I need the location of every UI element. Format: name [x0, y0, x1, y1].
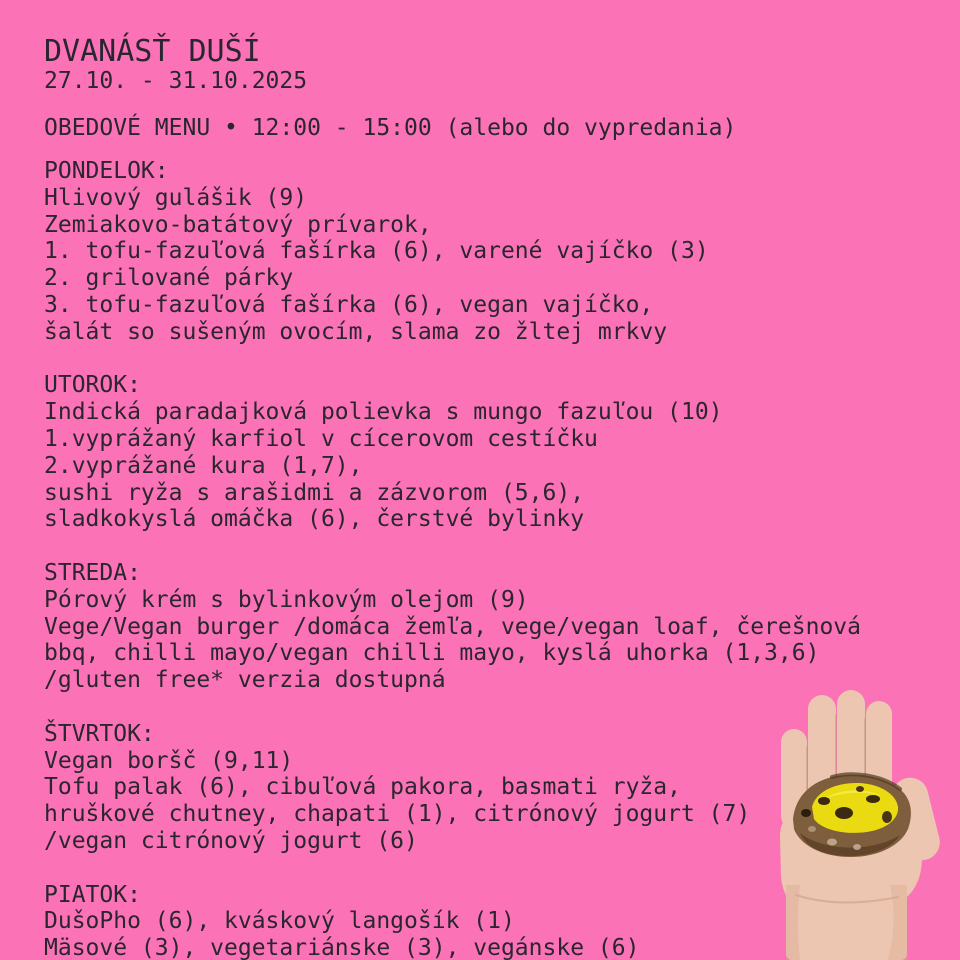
menu-line: Tofu palak (6), cibuľová pakora, basmati ryža, [44, 774, 681, 801]
menu-line: Zemiakovo-batátový prívarok, [44, 211, 432, 238]
menu-line: bbq, chilli mayo/vegan chilli mayo, kyslá uhorka (1,3,6) [44, 640, 820, 667]
menu-line: 1. tofu-fazuľová fašírka (6), varené vajíčko (3) [44, 238, 709, 265]
menu-day-utorok [44, 372, 940, 533]
menu-line: Vege/Vegan burger /domáca žemľa, vege/vegan loaf, čerešnová [44, 613, 861, 640]
hand-holding-food-photo [770, 685, 960, 960]
menu-line: Pórový krém s bylinkovým olejom (9) [44, 586, 529, 613]
day-label: UTOROK: [44, 372, 141, 399]
day-label: PONDELOK: [44, 158, 169, 184]
menu-line: 2. grilované párky [44, 265, 294, 292]
restaurant-name: DVANÁSŤ DUŠÍ [44, 34, 261, 69]
menu-line: /vegan citrónový jogurt (6) [44, 827, 418, 854]
menu-line: /gluten free* verzia dostupná [44, 667, 446, 694]
day-label: STREDA: [44, 559, 141, 586]
menu-line: hruškové chutney, chapati (1), citrónový jogurt (7) [44, 801, 751, 828]
menu-line: Indická paradajková polievka s mungo fazuľou (10) [44, 399, 723, 426]
menu-line: Mäsové (3), vegetariánske (3), vegánske (6) [44, 935, 640, 960]
menu-line: DušoPho (6), kváskový langošík (1) [44, 908, 515, 935]
menu-line: 2.vyprážané kura (1,7), [44, 452, 363, 479]
menu-line: Vegan boršč (9,11) [44, 747, 294, 774]
menu-subtitle: OBEDOVÉ MENU • 12:00 - 15:00 (alebo do vypredania) [44, 115, 737, 141]
date-range: 27.10. - 31.10.2025 [44, 68, 308, 94]
menu-line: sushi ryža s arašidmi a zázvorom (5,6), [44, 479, 585, 506]
day-label: PIATOK: [44, 881, 141, 908]
menu-line: šalát so sušeným ovocím, slama zo žltej mrkvy [44, 318, 668, 345]
menu-line: 1.vyprážaný karfiol v cícerovom cestíčku [44, 425, 598, 452]
menu-day-pondelok [44, 158, 940, 346]
menu-line: sladkokyslá omáčka (6), čerstvé bylinky [44, 506, 585, 533]
menu-line: Hlivový gulášik (9) [44, 184, 308, 211]
poster-header [44, 36, 940, 142]
day-label: ŠTVRTOK: [44, 720, 155, 747]
menu-line: 3. tofu-fazuľová fašírka (6), vegan vajíčko, [44, 291, 654, 318]
menu-day-streda [44, 560, 940, 694]
